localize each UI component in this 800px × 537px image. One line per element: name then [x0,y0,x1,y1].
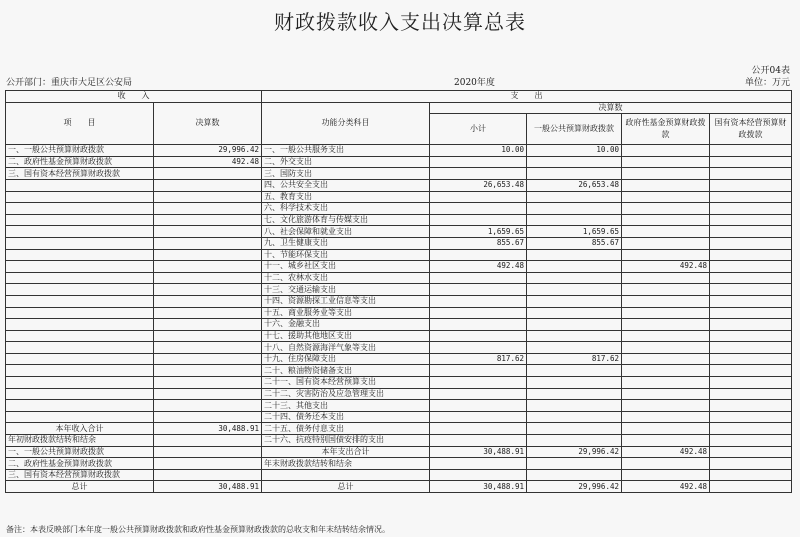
gov-fund-cell: 492.48 [622,481,710,493]
gov-fund-cell [622,423,710,435]
subtotal-cell: 492.48 [430,261,527,273]
state-capital-cell [710,411,792,423]
state-capital-cell [710,179,792,191]
gov-fund-cell [622,469,710,481]
table-row [6,203,792,215]
gov-fund-cell [622,330,710,342]
gov-fund-cell [622,319,710,331]
table-row [6,365,792,377]
state-capital-cell [710,156,792,168]
expense-item-cell: 十二、农林水支出 [262,272,430,284]
table-row [6,481,792,493]
expense-item-cell: 五、教育支出 [262,191,430,203]
gov-fund-cell [622,435,710,447]
subtotal-cell: 30,488.91 [430,446,527,458]
gov-fund-cell [622,179,710,191]
state-capital-cell [710,272,792,284]
general-budget-cell [527,330,622,342]
general-budget-cell: 1,659.65 [527,226,622,238]
gov-fund-cell [622,191,710,203]
state-capital-cell [710,261,792,273]
income-header: 收 入 [6,91,262,103]
income-amount-cell [154,400,262,412]
year-label: 2020年度 [454,78,495,88]
table-row [6,400,792,412]
table-row [6,237,792,249]
income-amount-cell: 30,488.91 [154,481,262,493]
table-row [6,446,792,458]
state-capital-cell [710,481,792,493]
gov-fund-cell [622,284,710,296]
income-amount-cell [154,458,262,470]
income-amount-cell [154,295,262,307]
general-budget-cell [527,319,622,331]
income-amount-cell [154,168,262,180]
expense-item-cell: 二十六、抗疫特别国债安排的支出 [262,435,430,447]
general-budget-cell [527,458,622,470]
income-item-cell [6,377,154,389]
income-item-cell [6,295,154,307]
state-capital-cell [710,307,792,319]
income-item-cell: 三、国有资本经营预算财政拨款 [6,168,154,180]
income-amount-cell [154,179,262,191]
income-item-cell [6,284,154,296]
gov-fund-cell [622,388,710,400]
table-row [6,319,792,331]
income-amount-cell: 29,996.42 [154,145,262,157]
unit-label: 单位：万元 [744,78,790,88]
income-item-cell: 一、一般公共预算财政拨款 [6,145,154,157]
income-item-cell: 年初财政拨款结转和结余 [6,435,154,447]
subtotal-cell [430,295,527,307]
expense-item-cell: 年末财政拨款结转和结余 [262,458,430,470]
state-capital-cell [710,388,792,400]
gov-fund-header: 政府性基金预算财政拨款 [622,114,710,145]
expense-item-cell: 八、社会保障和就业支出 [262,226,430,238]
subtotal-cell [430,168,527,180]
state-capital-cell [710,469,792,481]
state-capital-cell [710,446,792,458]
table-row [6,469,792,481]
table-row [6,307,792,319]
general-budget-cell: 29,996.42 [527,481,622,493]
expense-item-cell: 十八、自然资源海洋气象等支出 [262,342,430,354]
table-row [6,435,792,447]
gov-fund-cell [622,411,710,423]
state-capital-header: 国有资本经营预算财政拨款 [710,114,792,145]
table-row [6,377,792,389]
table-row [6,423,792,435]
gov-fund-cell [622,458,710,470]
income-amount-cell [154,388,262,400]
general-budget-cell [527,469,622,481]
table-row [6,353,792,365]
state-capital-cell [710,284,792,296]
expense-item-cell: 二十三、其他支出 [262,400,430,412]
income-item-cell [6,353,154,365]
general-budget-cell [527,272,622,284]
table-row [6,249,792,261]
page-title: 财政拨款收入支出决算总表 [274,10,526,34]
income-item-cell [6,400,154,412]
general-budget-cell: 29,996.42 [527,446,622,458]
expense-header: 支 出 [262,91,792,103]
gov-fund-cell [622,400,710,412]
final-amount-header: 决算数 [154,102,262,145]
gov-fund-cell [622,214,710,226]
subtotal-header: 小计 [430,114,527,145]
gov-fund-cell [622,342,710,354]
expense-item-cell: 十九、住房保障支出 [262,353,430,365]
table-code: 公开04表 [751,66,790,76]
general-budget-cell: 26,653.48 [527,179,622,191]
income-item-cell: 二、政府性基金预算财政拨款 [6,156,154,168]
expense-item-cell: 一、一般公共服务支出 [262,145,430,157]
subtotal-cell [430,411,527,423]
income-amount-cell [154,237,262,249]
table-row [6,330,792,342]
income-amount-cell [154,330,262,342]
income-amount-cell [154,191,262,203]
subtotal-cell: 10.00 [430,145,527,157]
subtotal-cell [430,342,527,354]
expense-item-cell: 二、外交支出 [262,156,430,168]
function-item-header: 功能分类科目 [262,102,430,145]
state-capital-cell [710,249,792,261]
meta-row [6,77,790,89]
income-item-cell [6,319,154,331]
general-budget-cell: 817.62 [527,353,622,365]
table-row [6,168,792,180]
general-budget-header: 一般公共预算财政拨款 [527,114,622,145]
state-capital-cell [710,168,792,180]
gov-fund-cell [622,272,710,284]
gov-fund-cell [622,237,710,249]
state-capital-cell [710,365,792,377]
subtotal-cell [430,458,527,470]
general-budget-cell [527,295,622,307]
subtotal-cell [430,214,527,226]
general-budget-cell [527,400,622,412]
table-row [6,342,792,354]
state-capital-cell [710,226,792,238]
income-item-cell: 三、国有资本经营预算财政拨款 [6,469,154,481]
expense-item-cell: 六、科学技术支出 [262,203,430,215]
table-row [6,295,792,307]
income-amount-cell [154,342,262,354]
income-item-cell [6,272,154,284]
subtotal-cell [430,272,527,284]
income-item-cell [6,203,154,215]
general-budget-cell [527,168,622,180]
subtotal-cell [430,377,527,389]
income-amount-cell [154,214,262,226]
subtotal-cell [430,249,527,261]
expense-item-cell: 十四、资源勘探工业信息等支出 [262,295,430,307]
gov-fund-cell [622,307,710,319]
general-budget-cell [527,191,622,203]
department-label: 公开部门：重庆市大足区公安局 [6,78,133,88]
income-amount-cell: 492.48 [154,156,262,168]
income-amount-cell: 30,488.91 [154,423,262,435]
gov-fund-cell [622,377,710,389]
income-item-cell [6,237,154,249]
general-budget-cell [527,203,622,215]
income-amount-cell [154,411,262,423]
general-budget-cell [527,388,622,400]
subtotal-cell [430,388,527,400]
income-amount-cell [154,249,262,261]
income-amount-cell [154,435,262,447]
income-amount-cell [154,469,262,481]
table-row [6,179,792,191]
income-item-cell [6,191,154,203]
state-capital-cell [710,295,792,307]
subtotal-cell [430,330,527,342]
general-budget-cell [527,377,622,389]
table-row [6,156,792,168]
state-capital-cell [710,330,792,342]
budget-table [5,90,792,493]
expense-item-cell: 二十四、债务还本支出 [262,411,430,423]
subtotal-cell: 30,488.91 [430,481,527,493]
subtotal-cell [430,156,527,168]
income-item-cell [6,388,154,400]
state-capital-cell [710,435,792,447]
expense-item-cell: 九、卫生健康支出 [262,237,430,249]
income-item-cell [6,307,154,319]
state-capital-cell [710,237,792,249]
expense-item-cell: 二十一、国有资本经营预算支出 [262,377,430,389]
state-capital-cell [710,377,792,389]
subtotal-cell [430,284,527,296]
gov-fund-cell: 492.48 [622,261,710,273]
item-header: 项 目 [6,102,154,145]
table-row [6,388,792,400]
income-amount-cell [154,446,262,458]
income-item-cell [6,249,154,261]
state-capital-cell [710,214,792,226]
income-amount-cell [154,365,262,377]
expense-item-cell: 总计 [262,481,430,493]
expense-item-cell: 七、文化旅游体育与传媒支出 [262,214,430,226]
table-row [6,272,792,284]
state-capital-cell [710,353,792,365]
table-row [6,226,792,238]
income-item-cell: 总计 [6,481,154,493]
subtotal-cell [430,435,527,447]
income-amount-cell [154,319,262,331]
income-item-cell [6,342,154,354]
subtotal-cell [430,191,527,203]
subtotal-cell [430,469,527,481]
gov-fund-cell [622,156,710,168]
gov-fund-cell [622,145,710,157]
income-item-cell [6,411,154,423]
table-row [6,191,792,203]
table-row [6,214,792,226]
gov-fund-cell [622,365,710,377]
income-item-cell [6,214,154,226]
income-amount-cell [154,261,262,273]
gov-fund-cell [622,226,710,238]
state-capital-cell [710,319,792,331]
income-item-cell [6,261,154,273]
gov-fund-cell [622,249,710,261]
income-amount-cell [154,203,262,215]
table-row [6,284,792,296]
income-item-cell: 本年收入合计 [6,423,154,435]
expense-item-cell: 二十五、债务付息支出 [262,423,430,435]
income-item-cell: 二、政府性基金预算财政拨款 [6,458,154,470]
general-budget-cell [527,435,622,447]
subtotal-cell [430,307,527,319]
income-item-cell [6,179,154,191]
income-amount-cell [154,377,262,389]
general-budget-cell: 10.00 [527,145,622,157]
state-capital-cell [710,191,792,203]
subtotal-cell [430,319,527,331]
table-row [6,261,792,273]
income-item-cell [6,330,154,342]
expense-item-cell: 十、节能环保支出 [262,249,430,261]
general-budget-cell [527,307,622,319]
gov-fund-cell [622,168,710,180]
subtotal-cell [430,365,527,377]
expense-item-cell: 十七、援助其他地区支出 [262,330,430,342]
final-amount-group-header: 决算数 [430,102,792,114]
general-budget-cell [527,342,622,354]
expense-item-cell: 本年支出合计 [262,446,430,458]
subtotal-cell [430,400,527,412]
income-amount-cell [154,284,262,296]
state-capital-cell [710,203,792,215]
income-amount-cell [154,353,262,365]
expense-item-cell: 四、公共安全支出 [262,179,430,191]
state-capital-cell [710,342,792,354]
table-body [6,145,792,493]
state-capital-cell [710,400,792,412]
gov-fund-cell [622,203,710,215]
expense-item-cell: 十六、金融支出 [262,319,430,331]
expense-item-cell: 十一、城乡社区支出 [262,261,430,273]
general-budget-cell [527,411,622,423]
income-item-cell [6,365,154,377]
income-amount-cell [154,272,262,284]
subtotal-cell: 855.67 [430,237,527,249]
subtotal-cell [430,423,527,435]
expense-item-cell [262,469,430,481]
table-row [6,145,792,157]
income-amount-cell [154,226,262,238]
general-budget-cell: 855.67 [527,237,622,249]
general-budget-cell [527,156,622,168]
gov-fund-cell [622,295,710,307]
subtotal-cell: 26,653.48 [430,179,527,191]
expense-item-cell: 十三、交通运输支出 [262,284,430,296]
gov-fund-cell: 492.48 [622,446,710,458]
subtotal-cell: 1,659.65 [430,226,527,238]
state-capital-cell [710,145,792,157]
state-capital-cell [710,423,792,435]
expense-item-cell: 二十、粮油物资储备支出 [262,365,430,377]
subtotal-cell [430,203,527,215]
income-amount-cell [154,307,262,319]
state-capital-cell [710,458,792,470]
general-budget-cell [527,214,622,226]
general-budget-cell [527,365,622,377]
income-item-cell [6,226,154,238]
income-item-cell: 一、一般公共预算财政拨款 [6,446,154,458]
expense-item-cell: 十五、商业服务业等支出 [262,307,430,319]
table-row [6,411,792,423]
general-budget-cell [527,284,622,296]
subtotal-cell: 817.62 [430,353,527,365]
expense-item-cell: 三、国防支出 [262,168,430,180]
expense-item-cell: 二十二、灾害防治及应急管理支出 [262,388,430,400]
general-budget-cell [527,261,622,273]
table-row [6,458,792,470]
gov-fund-cell [622,353,710,365]
footnote: 备注：本表反映部门本年度一般公共预算财政拨款和政府性基金预算财政拨款的总收支和年末结转结余情况。 [6,525,390,534]
general-budget-cell [527,249,622,261]
general-budget-cell [527,423,622,435]
